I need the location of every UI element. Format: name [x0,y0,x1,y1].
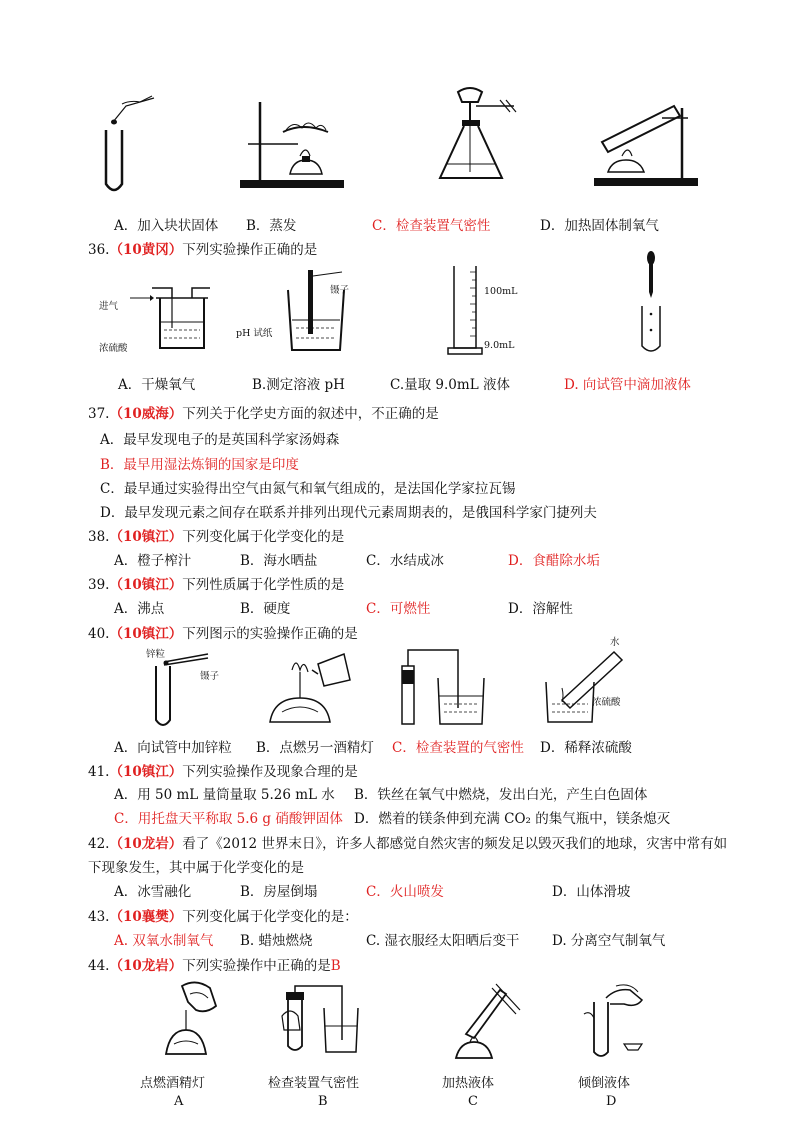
q38-number: 38. [88,529,110,545]
q36-option-d: D. 向试管中滴加液体 [564,377,691,393]
q40-option-a: A．向试管中加锌粒 [114,740,232,756]
label-zinc: 锌粒 [146,649,166,660]
q40-option-d: D．稀释浓硫酸 [540,740,632,756]
label-tweezers-40: 镊子 [200,671,220,682]
q36-option-a: A．干燥氧气 [118,377,196,393]
label-gas-in: 进气 [99,301,119,312]
q37-number: 37. [88,406,110,422]
figure-pour-liquid [580,984,650,1060]
q42-number: 42. [88,836,110,852]
q41-option-d: D．燃着的镁条伸到充满 CO₂ 的集气瓶中，镁条熄灭 [354,811,671,827]
q41-stem [88,760,358,780]
q36-stem [88,238,317,258]
q43-number: 43. [88,909,110,925]
q42-stem-continued: 下现象发生，其中属于化学变化的是 [88,860,304,876]
q37-option-d: D．最早发现元素之间存在联系并排列出现代元素周期表的，是俄国科学家门捷列夫 [100,505,597,521]
q36-option-b: B.测定溶液 pH [252,377,345,393]
q39-text: 下列性质属于化学性质的是 [182,577,345,593]
q38-option-a: A．橙子榨汁 [114,553,192,569]
figure-heat-solid [592,98,702,188]
q42-option-b: B．房屋倒塌 [240,884,318,900]
q43-stem [88,905,358,925]
label-ph-paper: pH 试纸 [236,328,273,339]
q37-source-tag: （10威海） [109,406,183,422]
q42-text: 看了《2012 世界末日》，许多人都感觉自然灾害的频发足以毁灭我们的地球，灾害中常有如 [182,836,728,852]
q42-source-tag: （10龙岩） [109,836,183,852]
q41-source-tag: （10镇江） [109,764,183,780]
figure-heat-liquid [446,980,526,1060]
q43-source-tag: （10襄樊） [109,909,183,925]
q44-caption-a: 点燃酒精灯 [140,1076,206,1091]
label-conc-acid: 浓硫酸 [99,343,128,354]
q41-text: 下列实验操作及现象合理的是 [182,764,358,780]
q44-letter-b: B [318,1094,328,1109]
q37-text: 下列关于化学史方面的叙述中，不正确的是 [182,406,439,422]
q36-text: 下列实验操作正确的是 [182,242,318,258]
label-9ml: 9.0mL [484,340,515,351]
q40-source-tag: （10镇江） [109,626,183,642]
q35-option-c: C．检查装置气密性 [372,218,491,234]
figure-light-lamp [262,650,352,728]
q41-option-c: C．用托盘天平称取 5.6 g 硝酸钾固体 [114,811,343,827]
q41-number: 41. [88,764,110,780]
label-100ml: 100mL [484,286,518,297]
q36-number: 36. [88,242,110,258]
figure-measuring-cylinder [446,262,486,360]
q38-source-tag: （10镇江） [109,529,183,545]
q42-option-a: A．冰雪融化 [114,884,192,900]
q43-option-b: B. 蜡烛燃烧 [240,933,313,949]
label-tweezers: 镊子 [330,285,350,296]
q39-stem [88,573,344,593]
q44-number: 44. [88,958,110,974]
figure-add-solid [96,92,166,197]
q43-option-c: C. 湿衣服经太阳晒后变干 [366,933,520,949]
q40-option-c: C．检查装置的气密性 [392,740,524,756]
q38-text: 下列变化属于化学变化的是 [182,529,345,545]
q35-option-b: B．蒸发 [246,218,297,234]
q44-letter-c: C [468,1094,478,1109]
q42-option-d: D．山体滑坡 [552,884,631,900]
figure-evaporation [238,92,348,192]
q39-source-tag: （10镇江） [109,577,183,593]
q44-letter-d: D [606,1094,617,1109]
figure-dilute-acid [540,640,640,728]
q37-stem [88,402,439,422]
figure-add-zinc [150,652,220,728]
q44-stem [88,954,341,974]
q41-option-a: A．用 50 mL 量筒量取 5.26 mL 水 [114,787,335,803]
q38-option-c: C．水结成冰 [366,553,444,569]
q44-letter-a: A [174,1094,184,1109]
q39-number: 39. [88,577,110,593]
q43-option-d: D. 分离空气制氧气 [552,933,666,949]
q38-option-d: D．食醋除水垢 [508,553,600,569]
q36-source-tag: （10黄冈） [109,242,183,258]
q38-stem [88,525,344,545]
q40-stem [88,622,358,642]
q44-answer: B [330,958,341,974]
q44-source-tag: （10龙岩） [109,958,183,974]
q43-option-a: A. 双氧水制氧气 [114,933,214,949]
q43-text: 下列变化属于化学变化的是： [182,909,358,925]
q40-text: 下列图示的实验操作正确的是 [182,626,358,642]
label-water: 水 [610,637,620,648]
q37-option-b: B．最早用湿法炼铜的国家是印度 [100,457,299,473]
q39-option-d: D．溶解性 [508,601,573,617]
q38-option-b: B．海水晒盐 [240,553,318,569]
q39-option-a: A．沸点 [114,601,165,617]
q42-stem [88,832,727,852]
q35-option-d: D．加热固体制氧气 [540,218,659,234]
q44-caption-d: 倾倒液体 [578,1076,631,1091]
q39-option-c: C．可燃性 [366,601,431,617]
q35-option-a: A．加入块状固体 [114,218,219,234]
figure-airtight-44 [280,986,360,1056]
label-conc-acid-40: 浓硫酸 [592,697,621,708]
arrow-gas-in [130,294,154,302]
q44-caption-b: 检查装置气密性 [268,1076,360,1091]
q44-caption-c: 加热液体 [442,1076,495,1091]
q36-option-c: C.量取 9.0mL 液体 [390,377,510,393]
q37-option-a: A．最早发现电子的是英国科学家汤姆森 [100,432,340,448]
q42-option-c: C．火山喷发 [366,884,444,900]
figure-airtight-check [436,84,526,186]
q40-option-b: B．点燃另一酒精灯 [256,740,374,756]
figure-airtight-40 [398,646,488,728]
figure-gas-drying [148,284,218,360]
q44-text: 下列实验操作中正确的是 [182,958,331,974]
q39-option-b: B．硬度 [240,601,291,617]
figure-dropper [636,250,666,360]
q40-number: 40. [88,626,110,642]
figure-light-lamp-44 [160,980,230,1060]
q41-option-b: B．铁丝在氧气中燃烧，发出白光，产生白色固体 [354,787,648,803]
q37-option-c: C．最早通过实验得出空气由氮气和氧气组成的，是法国化学家拉瓦锡 [100,481,516,497]
